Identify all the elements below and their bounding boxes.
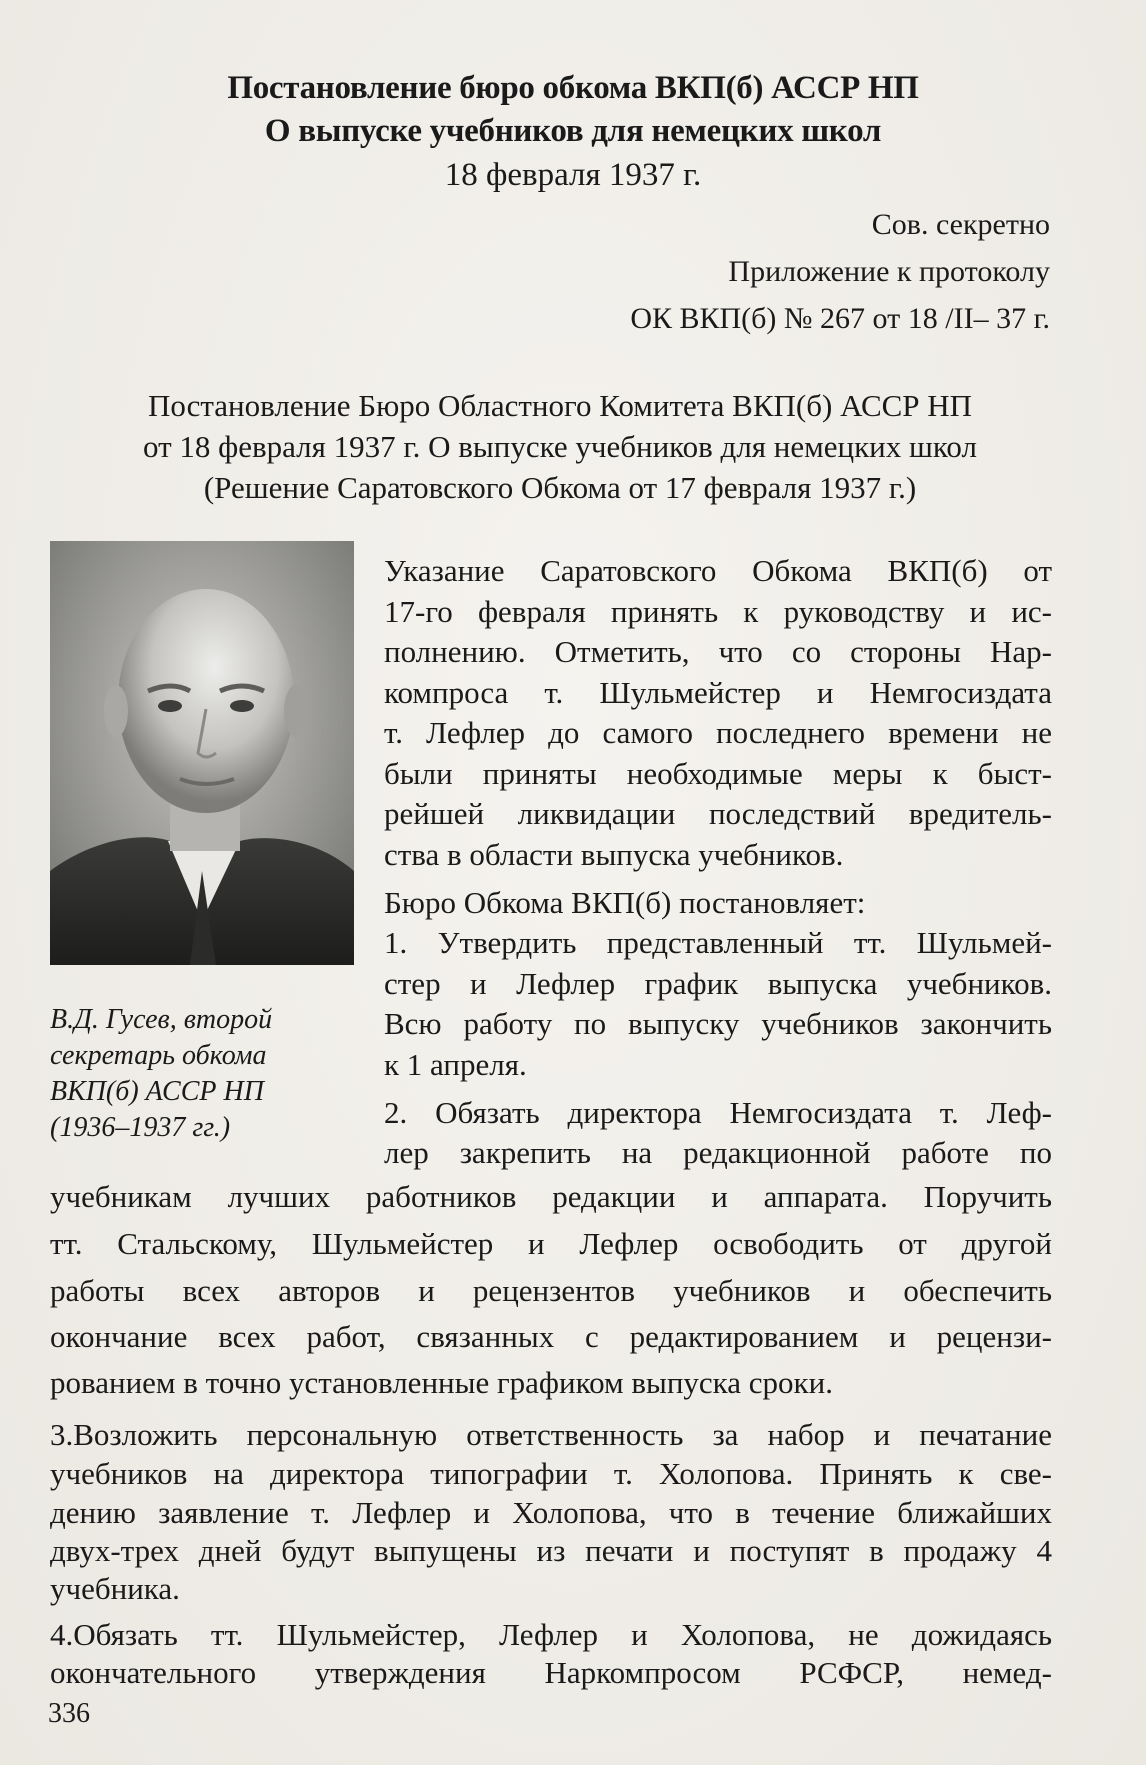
caption-line: (1936–1937 гг.) — [50, 1112, 231, 1143]
body-line: к 1 апреля. — [384, 1047, 527, 1082]
body-line: работы всех авторов и рецензентов учебников и обеспечить — [50, 1273, 1052, 1308]
body-line: 2. Обязать директора Немгосиздата т. Леф- — [384, 1095, 1052, 1130]
caption-line: ВКП(б) АССР НП — [50, 1076, 264, 1107]
body-line: окончание всех работ, связанных с редактированием и рецензи- — [50, 1319, 1052, 1354]
body-line: окончательного утверждения Наркомпросом РСФСР, немед- — [50, 1655, 1052, 1690]
document-subtitle: О выпуске учебников для немецких школ — [264, 113, 882, 149]
body-line: учебника. — [50, 1571, 180, 1606]
page-number: 336 — [48, 1698, 90, 1729]
document-date: 18 февраля 1937 г. — [444, 157, 702, 193]
caption-line: В.Д. Гусев, второй — [50, 1004, 273, 1035]
body-line: двух-трех дней будут выпущены из печати и поступят в продажу 4 — [50, 1533, 1052, 1568]
body-line: 4.Обязать тт. Шульмейстер, Лефлер и Холопова, не дожидаясь — [50, 1617, 1052, 1652]
body-line: компроса т. Шульмейстер и Немгосиздата — [384, 675, 1052, 710]
decree-title-line: Постановление Бюро Областного Комитета ВКП(б) АССР НП — [147, 388, 973, 423]
body-line: рованием в точно установленные графиком выпуска сроки. — [50, 1365, 833, 1400]
body-line: учебников на директора типографии т. Холопова. Принять к све- — [50, 1456, 1052, 1491]
body-line: Всю работу по выпуску учебников закончить — [384, 1006, 1052, 1041]
body-line: полнению. Отметить, что со стороны Нар- — [384, 634, 1052, 669]
body-line: Указание Саратовского Обкома ВКП(б) от — [384, 553, 1052, 588]
body-line: лер закрепить на редакционной работе по — [384, 1135, 1052, 1170]
body-line: 3.Возложить персональную ответственность за набор и печатание — [50, 1417, 1052, 1452]
body-line: были приняты необходимые меры к быст- — [384, 756, 1052, 791]
body-line: т. Лефлер до самого последнего времени не — [384, 715, 1052, 750]
body-line: дению заявление т. Лефлер и Холопова, что в течение ближайших — [50, 1495, 1052, 1530]
decree-title-line: от 18 февраля 1937 г. О выпуске учебников для немецких школ — [143, 429, 977, 464]
protocol-reference: ОК ВКП(б) № 267 от 18 /II– 37 г. — [630, 302, 1050, 335]
body-line: стер и Лефлер график выпуска учебников. — [384, 966, 1052, 1001]
secrecy-stamp: Сов. секретно — [871, 208, 1050, 241]
appendix-label: Приложение к протоколу — [728, 255, 1050, 288]
body-line: Бюро Обкома ВКП(б) постановляет: — [384, 885, 866, 920]
photo-caption — [50, 1002, 350, 1146]
body-line: ства в области выпуска учебников. — [384, 837, 844, 872]
body-line: 1. Утвердить представленный тт. Шульмей- — [384, 925, 1052, 960]
body-line: рейшей ликвидации последствий вредитель- — [384, 796, 1052, 831]
body-line: учебникам лучших работников редакции и аппарата. Поручить — [50, 1179, 1052, 1214]
decree-title-line: (Решение Саратовского Обкома от 17 февраля 1937 г.) — [203, 470, 917, 505]
caption-line: секретарь обкома — [50, 1040, 267, 1071]
document-title: Постановление бюро обкома ВКП(б) АССР НП — [227, 70, 919, 106]
portrait-photo — [50, 541, 354, 965]
body-line: тт. Стальскому, Шульмейстер и Лефлер освободить от другой — [50, 1226, 1052, 1261]
body-line: 17-го февраля принять к руководству и ис- — [384, 594, 1052, 629]
